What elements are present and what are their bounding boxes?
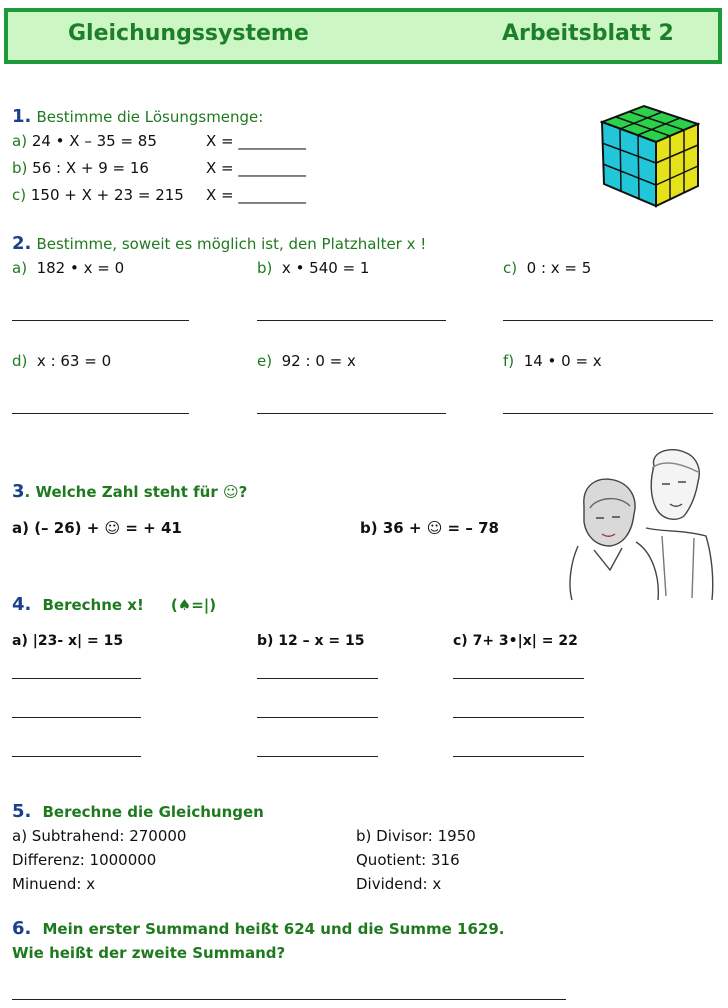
task-1b: b) 56 : X + 9 = 16 [12,159,149,177]
section-6-question: Wie heißt der zweite Summand? [12,944,286,962]
section-title: Bestimme die Lösungsmenge: [36,108,264,126]
answer-line [12,678,141,679]
section-title: Mein erster Summand heißt 624 und die Summe 1629. [42,920,505,938]
answer-line [257,413,446,414]
worksheet-title: Gleichungssysteme [68,21,309,46]
answer-line [257,678,378,679]
task-2b: b) x • 540 = 1 [257,259,370,277]
section-3-heading [12,481,247,502]
section-number: 2. [12,233,32,254]
section-1-heading [12,106,263,127]
task-5b-divisor: b) Divisor: 1950 [356,827,476,845]
answer-line [453,678,584,679]
section-hint: (♠=|) [170,596,217,614]
task-2e: e) 92 : 0 = x [257,352,356,370]
task-5a-subtrahend: a) Subtrahend: 270000 [12,827,187,845]
task-5b-quotient: Quotient: 316 [356,851,460,869]
rubiks-cube-image [600,104,700,208]
task-1c: c) 150 + X + 23 = 215 [12,186,184,204]
answer-line [12,717,141,718]
task-4b: b) 12 – x = 15 [257,633,365,649]
answer-line [503,320,713,321]
task-5a-difference: Differenz: 1000000 [12,851,157,869]
task-3b: b) 36 + ☺ = – 78 [360,519,499,537]
section-title: Bestimme, soweit es möglich ist, den Platzhalter x ! [36,235,427,253]
section-title: . Welche Zahl steht für ☺? [24,483,248,501]
section-number: 5. [12,801,32,822]
section-number: 1. [12,106,32,127]
task-2f: f) 14 • 0 = x [503,352,602,370]
answer-line [12,413,189,414]
answer-line [257,756,378,757]
answer-line [12,320,189,321]
section-4-heading [12,594,216,615]
answer-line [453,717,584,718]
task-3a: a) (– 26) + ☺ = + 41 [12,519,182,537]
answer-1c: X = _________ [206,186,306,204]
answer-line [453,756,584,757]
task-1a: a) 24 • X – 35 = 85 [12,132,157,150]
section-2-heading [12,233,426,254]
section-5-heading [12,801,264,822]
answer-line [503,413,713,414]
answer-1b: X = _________ [206,159,306,177]
section-title: Berechne die Gleichungen [42,803,264,821]
task-4c: c) 7+ 3•|x| = 22 [453,633,578,649]
answer-1a: X = _________ [206,132,306,150]
section-number: 6. [12,918,32,939]
worksheet-header [4,8,722,64]
section-number: 3 [12,481,25,502]
task-2a: a) 182 • x = 0 [12,259,125,277]
task-2d: d) x : 63 = 0 [12,352,112,370]
task-5b-dividend: Dividend: x [356,875,442,893]
answer-line [12,999,566,1000]
children-sketch-image [566,446,716,602]
task-2c: c) 0 : x = 5 [503,259,592,277]
answer-line [12,756,141,757]
answer-line [257,320,446,321]
section-title: Berechne x! [42,596,144,614]
section-6-heading [12,918,504,939]
worksheet-subtitle: Arbeitsblatt 2 [502,21,674,46]
task-5a-minuend: Minuend: x [12,875,96,893]
answer-line [257,717,378,718]
section-number: 4. [12,594,32,615]
task-4a: a) |23- x| = 15 [12,633,124,649]
